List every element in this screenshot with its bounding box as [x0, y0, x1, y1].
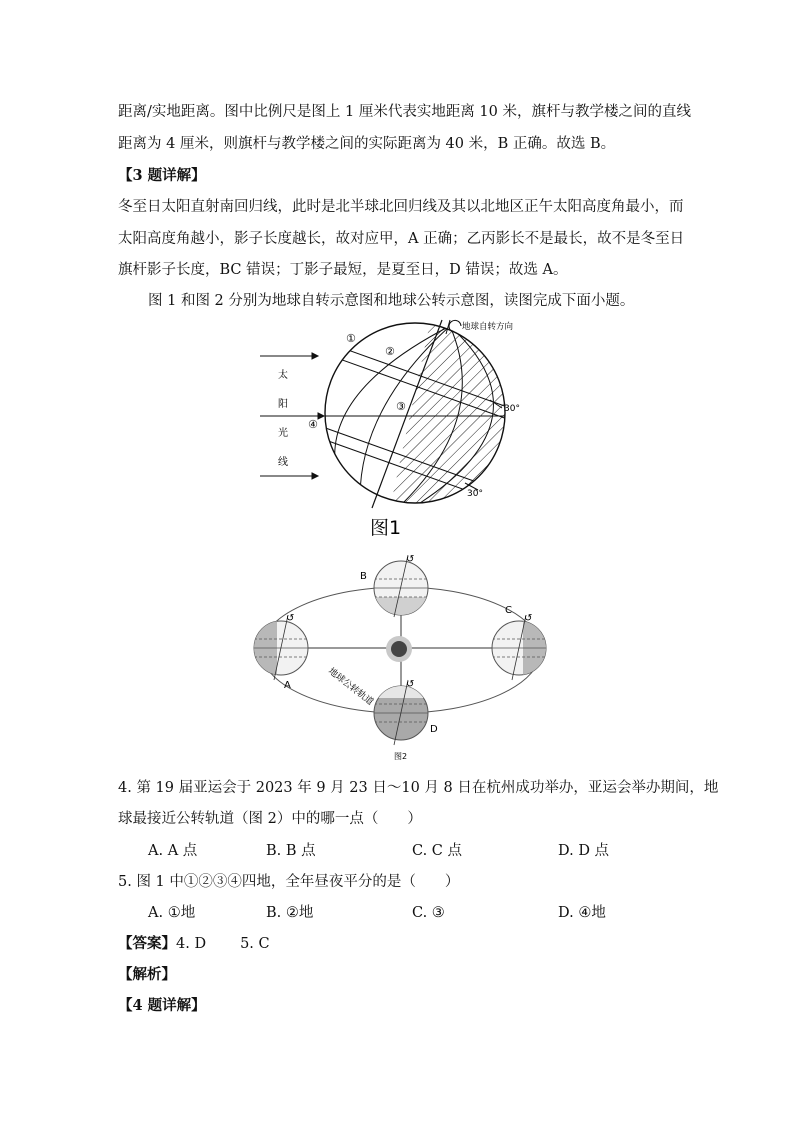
- rotation-arrow-icon: [449, 320, 461, 332]
- earth-position-a: [254, 615, 308, 680]
- sun-icon: [386, 636, 412, 662]
- answer-label: 【答案】: [118, 935, 176, 952]
- marker-4: ④: [308, 418, 318, 431]
- q3-detail-heading: 【3 题详解】: [118, 167, 206, 184]
- earth-position-c: [492, 615, 546, 680]
- question-4-stem-line-1: 4. 第 19 届亚运会于 2023 年 9 月 23 日～10 月 8 日在杭州成功举办，亚运会举办期间，地: [118, 780, 719, 796]
- point-label-c: C: [505, 605, 512, 616]
- question-4-option-d: D. D 点: [558, 843, 610, 859]
- question-5-option-d: D. ④地: [558, 905, 606, 921]
- rotation-direction-label: 地球自转方向: [462, 322, 514, 332]
- figure-1-earth-rotation: [250, 318, 540, 542]
- question-5-option-a: A. ①地: [148, 905, 196, 921]
- lat-label-north: 30°: [504, 404, 520, 414]
- sun-char-2: 阳: [278, 399, 288, 410]
- text-line-1: 距离/实地距离。图中比例尺是图上 1 厘米代表实地距离 10 米，旗杆与教学楼之间的直线: [118, 104, 691, 120]
- question-5-option-b: B. ②地: [266, 905, 314, 921]
- text-line-2: 距离为 4 厘米，则旗杆与教学楼之间的实际距离为 40 米，B 正确。故选 B。: [118, 136, 616, 152]
- question-5-option-c: C. ③: [412, 905, 445, 921]
- text-line-5: 太阳高度角越小，影子长度越长，故对应甲，A 正确；乙丙影长不是最长，故不是冬至日: [118, 231, 685, 247]
- question-5-stem: 5. 图 1 中①②③④四地，全年昼夜平分的是（ ）: [118, 874, 460, 890]
- sun-char-1: 太: [278, 370, 288, 381]
- analysis-heading: 【解析】: [118, 966, 176, 983]
- sun-rays: [260, 353, 324, 479]
- figure-1-caption: 图1: [370, 517, 402, 539]
- q4-detail-heading: 【4 题详解】: [118, 997, 206, 1014]
- figure-intro: 图 1 和图 2 分别为地球自转示意图和地球公转示意图，读图完成下面小题。: [148, 293, 635, 309]
- figure-2-earth-revolution: [246, 555, 556, 763]
- text-line-4: 冬至日太阳直射南回归线，此时是北半球北回归线及其以北地区正午太阳高度角最小，而: [118, 199, 684, 215]
- answer-5: 5. C: [240, 936, 270, 952]
- question-4-stem-line-2: 球最接近公转轨道（图 2）中的哪一点（ ）: [118, 811, 422, 827]
- answer-row: [118, 934, 270, 954]
- question-4-option-a: A. A 点: [148, 843, 198, 859]
- answer-4: 4. D: [176, 936, 207, 952]
- rotation-mark-icon: ↺: [524, 613, 533, 624]
- sun-char-3: 光: [278, 428, 288, 439]
- sun-char-4: 线: [278, 457, 288, 468]
- rotation-mark-icon: ↺: [406, 679, 415, 690]
- lat-label-south: 30°: [467, 489, 483, 499]
- question-4-option-b: B. B 点: [266, 843, 316, 859]
- text-line-6: 旗杆影子长度，BC 错误；丁影子最短，是夏至日，D 错误；故选 A。: [118, 262, 568, 278]
- point-label-b: B: [360, 571, 367, 582]
- marker-3: ③: [396, 400, 406, 413]
- orbit-label: 地球公转轨道: [326, 666, 375, 708]
- point-label-d: D: [430, 724, 438, 735]
- marker-1: ①: [346, 332, 356, 345]
- rotation-mark-icon: ↺: [286, 613, 295, 624]
- earth-position-d: [374, 680, 428, 745]
- point-label-a: A: [284, 680, 291, 691]
- question-4-option-c: C. C 点: [412, 843, 462, 859]
- figure-2-caption: 图2: [394, 752, 408, 761]
- earth-position-b: [374, 555, 428, 617]
- marker-2: ②: [385, 345, 395, 358]
- rotation-mark-icon: ↺: [406, 555, 415, 565]
